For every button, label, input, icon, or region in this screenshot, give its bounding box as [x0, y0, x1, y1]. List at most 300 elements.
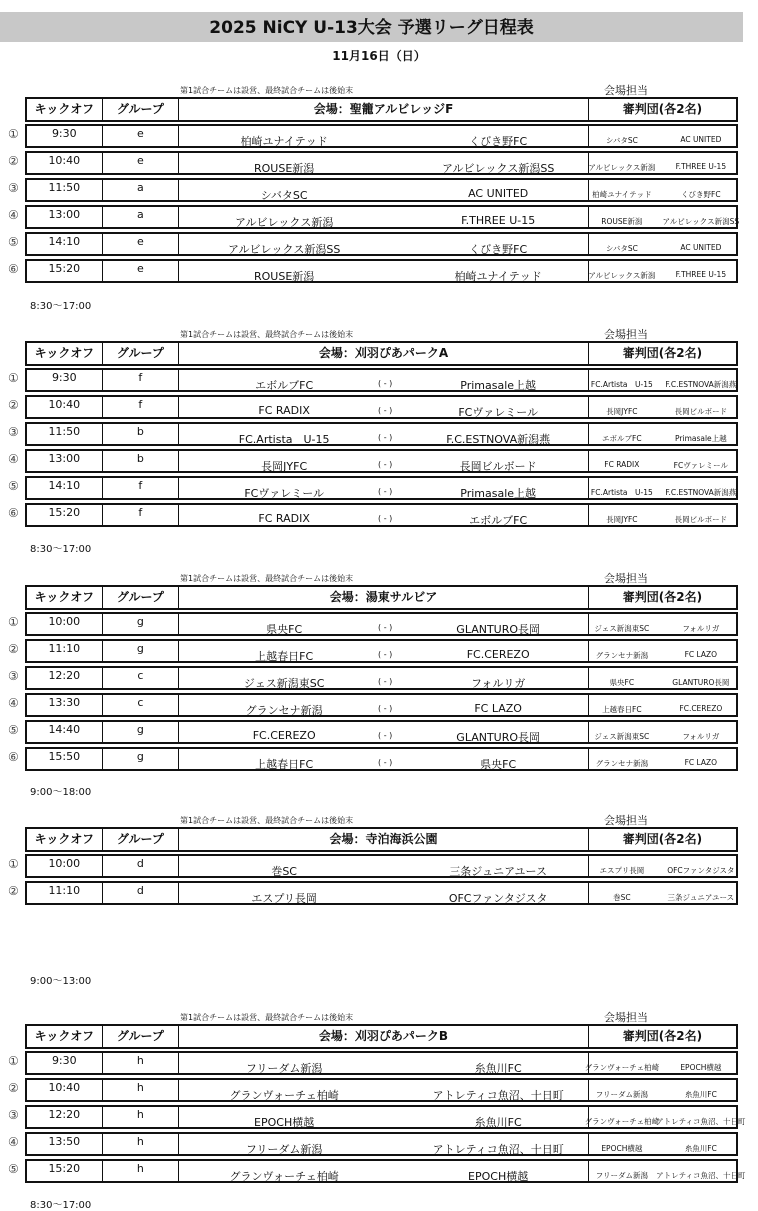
- match-cell: [179, 883, 589, 903]
- kickoff-time: 15:20: [27, 261, 103, 281]
- home-team: グランセナ新潟: [245, 704, 323, 717]
- match-cell: [179, 749, 589, 769]
- referee-team-2: アルビレックス新潟SS: [662, 217, 740, 226]
- kickoff-time: 10:40: [27, 153, 103, 173]
- referee-team-2: FC.CEREZO: [679, 704, 723, 713]
- referee-team-1: シバタSC: [605, 244, 638, 253]
- referee-cell: [589, 261, 736, 281]
- home-team: グランヴォーチェ柏崎: [229, 1089, 339, 1102]
- referee-cell: [589, 1134, 736, 1154]
- referee-cell: [589, 397, 736, 417]
- referee-team-1: 巻SC: [613, 893, 631, 902]
- kickoff-time: 15:20: [27, 505, 103, 525]
- kickoff-header: キックオフ: [27, 1026, 103, 1047]
- away-team: Primasale上越: [460, 487, 537, 500]
- score-placeholder: ( - ): [378, 758, 393, 767]
- away-team: くびき野FC: [469, 135, 528, 148]
- home-team: FC RADIX: [258, 512, 310, 525]
- match-cell: [179, 261, 589, 281]
- group: g: [103, 722, 180, 742]
- away-team: 糸魚川FC: [474, 1116, 522, 1129]
- score-placeholder: ( - ): [378, 623, 393, 632]
- match-cell: [179, 722, 589, 742]
- match-number: ②: [8, 884, 19, 898]
- table-row: [25, 178, 738, 202]
- kickoff-time: 12:20: [27, 668, 103, 688]
- kickoff-time: 13:50: [27, 1134, 103, 1154]
- kickoff-time: 10:00: [27, 856, 103, 876]
- match-cell: [179, 614, 589, 634]
- setup-note: 第1試合チームは設営、最終試合チームは後始末: [180, 86, 354, 95]
- kickoff-time: 14:10: [27, 234, 103, 254]
- date: 11月16日（日）: [332, 49, 426, 63]
- home-team: エボルブFC: [255, 379, 314, 392]
- home-team: ROUSE新潟: [254, 162, 315, 175]
- match-number: ①: [8, 127, 19, 141]
- kickoff-header: キックオフ: [27, 587, 103, 608]
- away-team: アトレティコ魚沼、十日町: [432, 1089, 564, 1102]
- away-team: AC UNITED: [468, 187, 529, 200]
- score-placeholder: ( - ): [378, 379, 393, 388]
- match-number: ③: [8, 181, 19, 195]
- table-header: [25, 341, 738, 366]
- referee-team-2: 糸魚川FC: [684, 1090, 717, 1099]
- referee-team-2: フォルリガ: [682, 624, 720, 633]
- match-number: ①: [8, 615, 19, 629]
- match-cell: [179, 1107, 589, 1127]
- group: g: [103, 641, 180, 661]
- score-placeholder: ( - ): [378, 704, 393, 713]
- referee-cell: [589, 1080, 736, 1100]
- match-number: ④: [8, 208, 19, 222]
- venue-name: 会場：聖籠アルビレッジF: [179, 99, 589, 120]
- referee-cell: [589, 451, 736, 471]
- referee-cell: [589, 641, 736, 661]
- match-number: ⑤: [8, 235, 19, 249]
- kickoff-time: 13:30: [27, 695, 103, 715]
- score-placeholder: ( - ): [378, 650, 393, 659]
- group: a: [103, 180, 180, 200]
- away-team: F.C.ESTNOVA新潟燕: [446, 433, 551, 446]
- referee-team-1: FC.Artista U-15: [590, 380, 653, 389]
- referee-team-1: エボルブFC: [602, 434, 642, 443]
- home-team: FC.Artista U-15: [238, 433, 330, 446]
- match-number: ④: [8, 452, 19, 466]
- score-placeholder: ( - ): [378, 677, 393, 686]
- referee-header: 審判団(各2名): [622, 590, 703, 604]
- referee-cell: [589, 505, 736, 525]
- home-team: シバタSC: [260, 189, 308, 202]
- referee-team-1: フリーダム新潟: [595, 1090, 648, 1099]
- referee-team-2: 糸魚川FC: [684, 1144, 717, 1153]
- home-team: FC RADIX: [258, 404, 310, 417]
- referee-team-2: FCヴァレミール: [673, 461, 729, 470]
- home-team: FC.CEREZO: [252, 729, 316, 742]
- referee-team-1: ジェス新潟東SC: [594, 624, 650, 633]
- away-team: エボルブFC: [469, 514, 528, 527]
- group: f: [103, 370, 180, 390]
- table-row: [25, 720, 738, 744]
- referee-cell: [589, 126, 736, 146]
- table-row: [25, 259, 738, 283]
- referee-team-2: FC LAZO: [684, 650, 718, 659]
- away-team: FC.CEREZO: [466, 648, 530, 661]
- away-team: FCヴァレミール: [458, 406, 538, 419]
- venue-staff-label: 会場担当: [604, 84, 648, 97]
- group: e: [103, 234, 180, 254]
- away-team: 柏崎ユナイテッド: [454, 270, 542, 283]
- group: a: [103, 207, 180, 227]
- match-cell: [179, 1053, 589, 1073]
- table-row: [25, 449, 738, 473]
- venue-hours: 9:00～13:00: [30, 976, 92, 987]
- venue-staff-label: 会場担当: [604, 1011, 648, 1024]
- referee-team-1: ジェス新潟東SC: [594, 732, 650, 741]
- away-team: 三条ジュニアユース: [449, 865, 547, 878]
- setup-note: 第1試合チームは設営、最終試合チームは後始末: [180, 1013, 354, 1022]
- home-team: EPOCH横越: [254, 1116, 315, 1129]
- match-cell: [179, 451, 589, 471]
- away-team: OFCファンタジスタ: [448, 892, 548, 905]
- home-team: ジェス新潟東SC: [243, 677, 325, 690]
- referee-team-1: FC.Artista U-15: [590, 488, 653, 497]
- table-header: [25, 1024, 738, 1049]
- group: f: [103, 505, 180, 525]
- referee-cell: [589, 153, 736, 173]
- kickoff-time: 11:50: [27, 424, 103, 444]
- match-cell: [179, 126, 589, 146]
- match-number: ③: [8, 425, 19, 439]
- referee-team-2: F.THREE U-15: [675, 162, 727, 171]
- table-header: [25, 827, 738, 852]
- kickoff-time: 9:30: [27, 370, 103, 390]
- table-header: [25, 97, 738, 122]
- match-number: ①: [8, 1054, 19, 1068]
- referee-team-2: GLANTURO長岡: [672, 678, 730, 687]
- referee-team-2: アトレティコ魚沼、十日町: [656, 1171, 746, 1180]
- referee-team-1: アルビレックス新潟: [588, 271, 656, 280]
- match-cell: [179, 641, 589, 661]
- venue-hours: 8:30～17:00: [30, 301, 92, 312]
- referee-team-2: アトレティコ魚沼、十日町: [656, 1117, 746, 1126]
- table-row: [25, 395, 738, 419]
- group: c: [103, 695, 180, 715]
- referee-cell: [589, 883, 736, 903]
- referee-team-1: シバタSC: [605, 136, 638, 145]
- away-team: アルビレックス新潟SS: [442, 162, 555, 175]
- group-header: グループ: [103, 587, 180, 608]
- referee-team-2: 長岡ビルボード: [674, 407, 728, 416]
- table-row: [25, 151, 738, 175]
- match-cell: [179, 424, 589, 444]
- referee-cell: [589, 478, 736, 498]
- match-number: ⑥: [8, 506, 19, 520]
- table-row: [25, 854, 738, 878]
- table-row: [25, 693, 738, 717]
- kickoff-header: キックオフ: [27, 99, 103, 120]
- referee-team-2: EPOCH横越: [680, 1063, 722, 1072]
- match-number: ⑥: [8, 262, 19, 276]
- referee-team-2: F.C.ESTNOVA新潟燕: [665, 488, 737, 497]
- kickoff-time: 11:50: [27, 180, 103, 200]
- referee-team-2: AC UNITED: [680, 243, 722, 252]
- table-row: [25, 124, 738, 148]
- match-number: ①: [8, 857, 19, 871]
- group: e: [103, 126, 180, 146]
- match-number: ③: [8, 669, 19, 683]
- table-row: [25, 205, 738, 229]
- table-row: [25, 1078, 738, 1102]
- referee-team-2: FC LAZO: [684, 758, 718, 767]
- table-row: [25, 232, 738, 256]
- score-placeholder: ( - ): [378, 487, 393, 496]
- venue-name: 会場：刈羽ぴあパークB: [179, 1026, 589, 1047]
- match-cell: [179, 207, 589, 227]
- group: g: [103, 749, 180, 769]
- match-cell: [179, 1080, 589, 1100]
- group: b: [103, 424, 180, 444]
- venue-hours: 8:30～17:00: [30, 1200, 92, 1211]
- match-number: ②: [8, 398, 19, 412]
- match-number: ④: [8, 696, 19, 710]
- group: h: [103, 1161, 180, 1181]
- match-cell: [179, 1134, 589, 1154]
- kickoff-header: キックオフ: [27, 343, 103, 364]
- match-cell: [179, 856, 589, 876]
- referee-team-1: 長岡JYFC: [606, 515, 638, 524]
- match-number: ⑥: [8, 750, 19, 764]
- kickoff-time: 10:40: [27, 1080, 103, 1100]
- away-team: アトレティコ魚沼、十日町: [432, 1143, 564, 1156]
- home-team: ROUSE新潟: [254, 270, 315, 283]
- referee-team-1: グランセナ新潟: [595, 759, 649, 768]
- venue-hours: 9:00～18:00: [30, 787, 92, 798]
- kickoff-time: 11:10: [27, 883, 103, 903]
- referee-team-1: EPOCH横越: [601, 1144, 643, 1153]
- referee-cell: [589, 722, 736, 742]
- home-team: 県央FC: [266, 623, 303, 636]
- referee-header: 審判団(各2名): [622, 346, 703, 360]
- match-cell: [179, 668, 589, 688]
- venue-hours: 8:30～17:00: [30, 544, 92, 555]
- home-team: 上越春日FC: [255, 758, 314, 771]
- referee-header: 審判団(各2名): [622, 102, 703, 116]
- match-number: ①: [8, 371, 19, 385]
- kickoff-time: 13:00: [27, 207, 103, 227]
- referee-team-1: アルビレックス新潟: [588, 163, 656, 172]
- referee-team-2: F.C.ESTNOVA新潟燕: [665, 380, 737, 389]
- match-number: ⑤: [8, 479, 19, 493]
- table-header: [25, 585, 738, 610]
- group-header: グループ: [103, 343, 180, 364]
- setup-note: 第1試合チームは設営、最終試合チームは後始末: [180, 816, 354, 825]
- away-team: EPOCH横越: [468, 1170, 529, 1183]
- home-team: FCヴァレミール: [244, 487, 324, 500]
- venue-staff-label: 会場担当: [604, 814, 648, 827]
- group: d: [103, 883, 180, 903]
- match-cell: [179, 505, 589, 525]
- home-team: アルビレックス新潟: [234, 216, 334, 229]
- kickoff-time: 13:00: [27, 451, 103, 471]
- referee-team-2: 長岡ビルボード: [674, 515, 728, 524]
- group-header: グループ: [103, 99, 180, 120]
- setup-note: 第1試合チームは設営、最終試合チームは後始末: [180, 330, 354, 339]
- referee-team-1: FC RADIX: [604, 460, 640, 469]
- referee-team-1: エスプリ長岡: [599, 866, 645, 875]
- venue-name: 会場：寺泊海浜公園: [179, 829, 589, 850]
- referee-header: 審判団(各2名): [622, 1029, 703, 1043]
- kickoff-time: 10:00: [27, 614, 103, 634]
- away-team: Primasale上越: [460, 379, 537, 392]
- table-row: [25, 368, 738, 392]
- referee-cell: [589, 234, 736, 254]
- match-number: ②: [8, 1081, 19, 1095]
- venue-staff-label: 会場担当: [604, 328, 648, 341]
- match-number: ②: [8, 642, 19, 656]
- group: d: [103, 856, 180, 876]
- referee-cell: [589, 370, 736, 390]
- group: h: [103, 1053, 180, 1073]
- table-row: [25, 1159, 746, 1183]
- away-team: GLANTURO長岡: [456, 623, 541, 636]
- referee-cell: [589, 614, 736, 634]
- referee-team-1: フリーダム新潟: [595, 1171, 648, 1180]
- match-cell: [179, 234, 589, 254]
- away-team: GLANTURO長岡: [456, 731, 541, 744]
- score-placeholder: ( - ): [378, 406, 393, 415]
- table-row: [25, 422, 738, 446]
- table-row: [25, 881, 738, 905]
- score-placeholder: ( - ): [378, 433, 393, 442]
- referee-team-2: 三条ジュニアユース: [667, 893, 735, 902]
- away-team: F.THREE U-15: [461, 214, 536, 227]
- referee-team-2: OFCファンタジスタ: [667, 866, 735, 875]
- home-team: 柏崎ユナイテッド: [240, 135, 328, 148]
- venue-staff-label: 会場担当: [604, 572, 648, 585]
- table-row: [25, 1132, 738, 1156]
- match-cell: [179, 478, 589, 498]
- group: e: [103, 261, 180, 281]
- away-team: フォルリガ: [470, 677, 526, 690]
- kickoff-time: 11:10: [27, 641, 103, 661]
- home-team: 巻SC: [271, 865, 297, 878]
- referee-cell: [589, 856, 736, 876]
- table-row: [25, 639, 738, 663]
- score-placeholder: ( - ): [378, 514, 393, 523]
- referee-cell: [589, 1161, 746, 1181]
- referee-team-2: F.THREE U-15: [675, 270, 727, 279]
- score-placeholder: ( - ): [378, 460, 393, 469]
- referee-cell: [589, 180, 736, 200]
- match-number: ③: [8, 1108, 19, 1122]
- referee-team-1: グランヴォーチェ柏崎: [584, 1063, 660, 1072]
- match-cell: [179, 153, 589, 173]
- referee-team-1: グランヴォーチェ柏崎: [584, 1117, 660, 1126]
- group: f: [103, 478, 180, 498]
- match-number: ④: [8, 1135, 19, 1149]
- referee-cell: [584, 1053, 736, 1073]
- referee-cell: [589, 749, 736, 769]
- away-team: FC LAZO: [474, 702, 522, 715]
- home-team: グランヴォーチェ柏崎: [229, 1170, 339, 1183]
- kickoff-time: 15:50: [27, 749, 103, 769]
- group: h: [103, 1107, 180, 1127]
- group: b: [103, 451, 180, 471]
- referee-cell: [589, 695, 736, 715]
- kickoff-time: 9:30: [27, 1053, 103, 1073]
- table-row: [25, 747, 738, 771]
- venue-name: 会場：刈羽ぴあパークA: [179, 343, 589, 364]
- home-team: エスプリ長岡: [251, 892, 317, 905]
- referee-cell: [584, 1107, 746, 1127]
- referee-team-1: グランセナ新潟: [595, 651, 649, 660]
- kickoff-time: 10:40: [27, 397, 103, 417]
- match-number: ⑤: [8, 1162, 19, 1176]
- referee-header: 審判団(各2名): [622, 832, 703, 846]
- match-cell: [179, 180, 589, 200]
- page-title: 2025 NiCY U-13大会 予選リーグ日程表: [0, 12, 743, 42]
- referee-team-2: くびき野FC: [681, 190, 721, 199]
- table-row: [25, 612, 738, 636]
- match-number: ⑤: [8, 723, 19, 737]
- group: g: [103, 614, 180, 634]
- match-cell: [179, 695, 589, 715]
- home-team: アルビレックス新潟SS: [228, 243, 341, 256]
- table-row: [25, 503, 738, 527]
- group: h: [103, 1134, 180, 1154]
- group: e: [103, 153, 180, 173]
- referee-team-2: Primasale上越: [675, 434, 727, 443]
- group-header: グループ: [103, 829, 180, 850]
- match-cell: [179, 1161, 589, 1181]
- group-header: グループ: [103, 1026, 180, 1047]
- table-row: [25, 1051, 738, 1075]
- table-row: [25, 1105, 746, 1129]
- match-cell: [179, 370, 589, 390]
- away-team: 長岡ビルボード: [459, 460, 537, 473]
- away-team: 県央FC: [480, 758, 517, 771]
- venue-name: 会場：湯東サルビア: [179, 587, 589, 608]
- referee-team-2: AC UNITED: [680, 135, 722, 144]
- referee-team-1: 長岡JYFC: [606, 407, 638, 416]
- referee-cell: [589, 668, 736, 688]
- kickoff-time: 14:10: [27, 478, 103, 498]
- group: c: [103, 668, 180, 688]
- referee-cell: [589, 424, 736, 444]
- kickoff-time: 12:20: [27, 1107, 103, 1127]
- kickoff-time: 15:20: [27, 1161, 103, 1181]
- home-team: 長岡JYFC: [261, 460, 308, 473]
- home-team: フリーダム新潟: [245, 1143, 323, 1156]
- kickoff-header: キックオフ: [27, 829, 103, 850]
- referee-team-1: 上越春日FC: [602, 705, 642, 714]
- table-row: [25, 666, 738, 690]
- referee-team-1: 柏崎ユナイテッド: [592, 190, 652, 199]
- match-number: ②: [8, 154, 19, 168]
- referee-team-2: フォルリガ: [682, 732, 720, 741]
- referee-team-1: ROUSE新潟: [601, 217, 643, 226]
- setup-note: 第1試合チームは設営、最終試合チームは後始末: [180, 574, 354, 583]
- away-team: くびき野FC: [469, 243, 528, 256]
- away-team: 糸魚川FC: [474, 1062, 522, 1075]
- group: h: [103, 1080, 180, 1100]
- referee-cell: [589, 207, 740, 227]
- referee-team-1: 県央FC: [609, 678, 635, 687]
- group: f: [103, 397, 180, 417]
- table-row: [25, 476, 738, 500]
- match-cell: [179, 397, 589, 417]
- kickoff-time: 9:30: [27, 126, 103, 146]
